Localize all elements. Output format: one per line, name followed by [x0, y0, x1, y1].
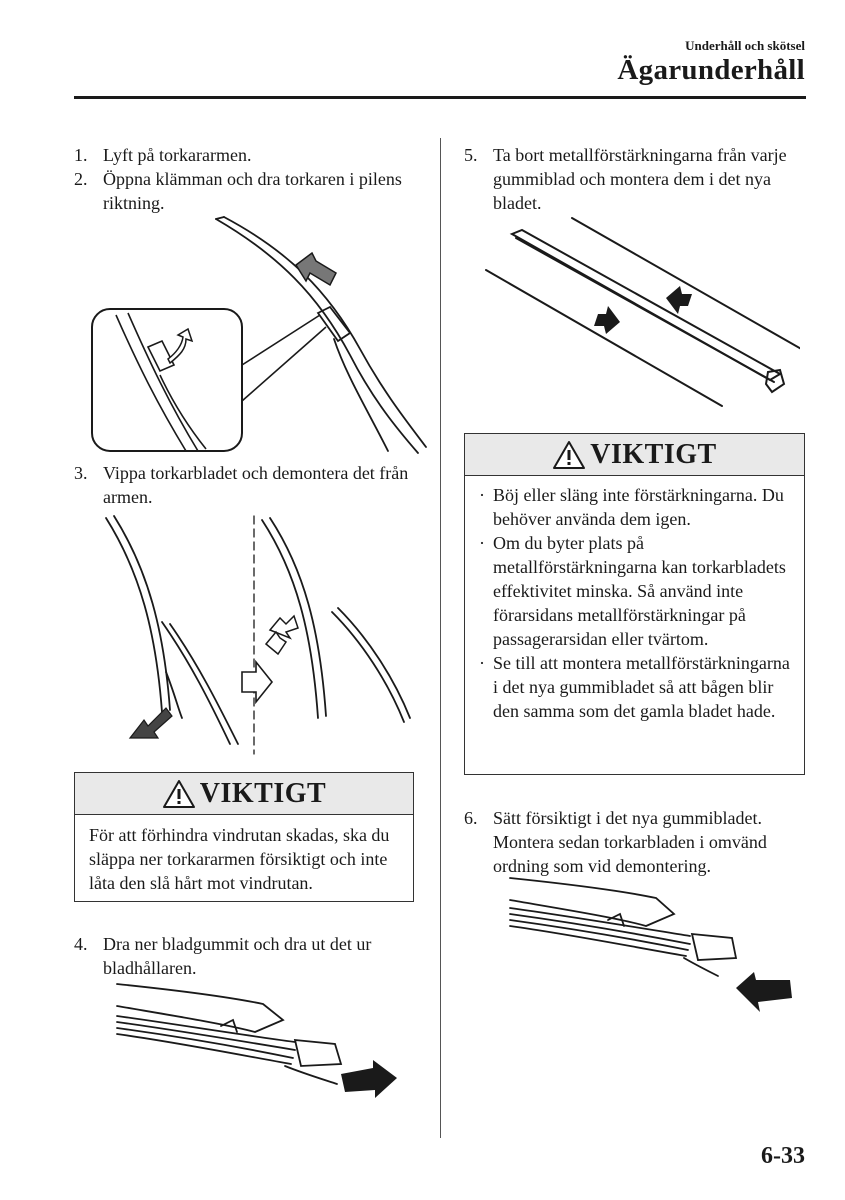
step-2: [74, 167, 419, 215]
step-6: [464, 806, 809, 878]
page-title: Ägarunderhåll: [617, 54, 805, 86]
step-number: 4.: [74, 934, 88, 954]
step-number: 1.: [74, 145, 88, 165]
step-text: Sätt försiktigt i det nya gummibladet. Montera sedan torkarbladen i omvänd ordning som vid demontering.: [493, 808, 767, 876]
warning-bullet: · Böj eller släng inte förstärkningarna. Du behöver använda dem igen.: [479, 485, 784, 529]
step-number: 6.: [464, 808, 478, 828]
warning-icon: [162, 779, 196, 809]
warning-bullet: · Om du byter plats på metallförstärkningarna kan torkarbladets effektivitet minska. Så använd inte förarsidans metallförstärkningar på passagerarsidan eller tvärtom.: [479, 533, 786, 649]
step-1: [74, 143, 419, 167]
warning-box: [74, 772, 414, 902]
step-4: [74, 932, 419, 980]
step-5: [464, 143, 809, 215]
metal-reinforcement-illustration: [480, 214, 800, 409]
step-number: 2.: [74, 169, 88, 189]
warning-box: [464, 433, 805, 775]
warning-bullet-text: Se till att montera metallförstärkningarna i det nya gummibladet så att bågen blir den samma som det gamla bladet hade.: [493, 653, 790, 721]
wiper-clip-illustration: [88, 215, 433, 455]
warning-bullet-text: Om du byter plats på metallförstärkningarna kan torkarbladets effektivitet minska. Så använd inte förarsidans metallförstärkningar på passagerarsidan eller tvärtom.: [493, 533, 786, 649]
warning-icon: [552, 440, 586, 470]
column-divider: [440, 138, 441, 1138]
step-number: 5.: [464, 145, 478, 165]
warning-label: VIKTIGT: [590, 438, 717, 470]
step-text: Ta bort metallförstärkningarna från varje gummiblad och montera dem i det nya bladet.: [493, 145, 787, 213]
blade-rubber-pull-illustration: [115, 980, 410, 1105]
blade-rubber-insert-illustration: [508, 874, 800, 1014]
step-3: [74, 461, 419, 509]
step-number: 3.: [74, 463, 88, 483]
wiper-tilt-remove-illustration: [100, 512, 420, 757]
step-text: Vippa torkarbladet och demontera det från armen.: [103, 463, 409, 507]
warning-bullet: · Se till att montera metallförstärkningarna i det nya gummibladet så att bågen blir den samma som det gamla bladet hade.: [479, 653, 790, 721]
warning-bullet-list: [465, 476, 804, 731]
section-title: Underhåll och skötsel: [685, 38, 805, 53]
warning-bullet-text: Böj eller släng inte förstärkningarna. Du behöver använda dem igen.: [493, 485, 784, 529]
page-number: 6-33: [761, 1143, 805, 1169]
warning-header: [465, 434, 804, 476]
header-rule: [74, 96, 806, 99]
step-text: Öppna klämman och dra torkaren i pilens riktning.: [103, 169, 402, 213]
step-text: Dra ner bladgummit och dra ut det ur bladhållaren.: [103, 934, 372, 978]
step-text: Lyft på torkararmen.: [103, 145, 252, 165]
warning-label: VIKTIGT: [199, 777, 327, 809]
warning-text: För att förhindra vindrutan skadas, ska du släppa ner torkararmen försiktigt och inte låta den slå hårt mot vindrutan.: [89, 825, 390, 893]
warning-header: [75, 773, 413, 815]
